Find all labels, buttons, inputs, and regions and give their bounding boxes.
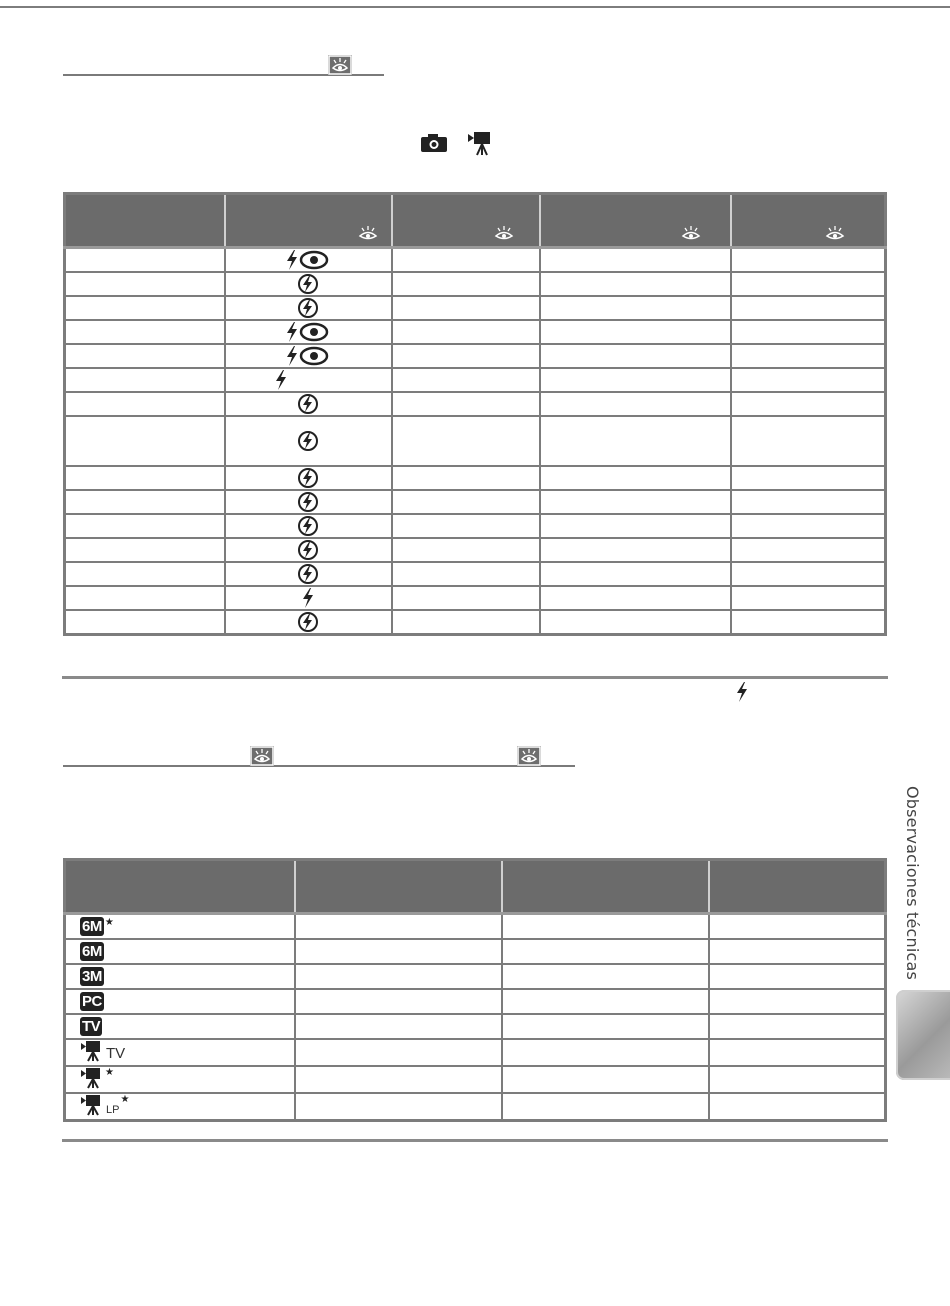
table-row xyxy=(65,1066,886,1093)
table-cell xyxy=(225,466,392,490)
header-cell xyxy=(295,860,502,914)
table-cell xyxy=(709,939,886,964)
table-cell xyxy=(540,416,731,466)
movie-mode-icon xyxy=(80,1094,129,1116)
table-cell xyxy=(731,490,886,514)
table-cell xyxy=(392,272,541,296)
table-cell xyxy=(502,1039,709,1066)
table-cell xyxy=(709,914,886,939)
chapter-tab[interactable] xyxy=(896,990,950,1080)
table-cell xyxy=(65,610,226,635)
header-cell xyxy=(709,860,886,914)
table-row xyxy=(65,296,886,320)
table-cell xyxy=(225,368,392,392)
table-cell xyxy=(392,490,541,514)
table-row xyxy=(65,514,886,538)
table-cell xyxy=(540,610,731,635)
flash-red-eye-icon xyxy=(226,249,391,271)
table-cell xyxy=(65,939,296,964)
table-row xyxy=(65,610,886,635)
table-cell xyxy=(392,368,541,392)
image-mode-badge: TV xyxy=(82,1017,101,1035)
flash-off-icon xyxy=(226,467,391,489)
table-cell xyxy=(731,586,886,610)
movie-icon xyxy=(466,130,492,156)
table-cell xyxy=(709,964,886,989)
table-cell xyxy=(392,538,541,562)
table-cell xyxy=(731,514,886,538)
table-row xyxy=(65,466,886,490)
table-row xyxy=(65,1014,886,1039)
flash-table-header xyxy=(65,194,886,248)
table-cell xyxy=(709,1039,886,1066)
image-mode-icon xyxy=(80,917,114,936)
table-cell xyxy=(65,989,296,1014)
table-row xyxy=(65,989,886,1014)
table-cell xyxy=(731,416,886,466)
flash-red-eye-icon xyxy=(226,321,391,343)
table-cell xyxy=(502,914,709,939)
eye-reference-icon xyxy=(328,55,352,75)
movie-mode-icon xyxy=(80,1067,114,1089)
table-row xyxy=(65,272,886,296)
table-cell xyxy=(540,344,731,368)
table-cell xyxy=(540,466,731,490)
flash-auto-icon xyxy=(735,681,749,703)
image-mode-icon xyxy=(80,1017,102,1036)
table-cell xyxy=(392,344,541,368)
table-row xyxy=(65,538,886,562)
table-cell xyxy=(65,538,226,562)
table-cell xyxy=(731,610,886,635)
table-cell xyxy=(225,272,392,296)
image-mode-icon xyxy=(80,967,104,986)
table-row xyxy=(65,368,886,392)
table-cell xyxy=(502,939,709,964)
movie-mode-suffix: TV xyxy=(106,1044,126,1062)
flash-off-icon xyxy=(226,611,391,633)
table-cell xyxy=(225,490,392,514)
table-cell xyxy=(225,538,392,562)
table-cell xyxy=(540,272,731,296)
table-cell xyxy=(392,562,541,586)
table-cell xyxy=(392,392,541,416)
table-row xyxy=(65,964,886,989)
flash-off-icon xyxy=(226,539,391,561)
table-row xyxy=(65,586,886,610)
table-cell xyxy=(225,586,392,610)
flash-off-icon xyxy=(226,430,391,452)
table-row xyxy=(65,392,886,416)
header-cell xyxy=(65,860,296,914)
table-cell xyxy=(225,610,392,635)
image-mode-badge: PC xyxy=(82,992,102,1010)
table-row xyxy=(65,1093,886,1121)
image-mode-badge: 3M xyxy=(82,967,102,985)
table-cell xyxy=(65,344,226,368)
image-table-header xyxy=(65,860,886,914)
table-cell xyxy=(540,296,731,320)
table-cell xyxy=(295,1014,502,1039)
table-cell xyxy=(540,538,731,562)
table-cell xyxy=(295,1093,502,1121)
header-cell xyxy=(731,194,886,248)
flash-auto-icon xyxy=(226,587,391,609)
table-cell xyxy=(731,466,886,490)
table-cell xyxy=(502,1066,709,1093)
image-mode-icon xyxy=(80,992,104,1011)
flash-off-icon xyxy=(226,515,391,537)
movie-mode-icon xyxy=(80,1040,125,1062)
image-mode-icon xyxy=(80,942,104,961)
table-cell xyxy=(392,416,541,466)
star-marker: ★ xyxy=(120,1093,130,1105)
image-mode-table xyxy=(63,858,887,1122)
flash-off-icon xyxy=(226,297,391,319)
table-cell xyxy=(65,248,226,273)
camera-icon xyxy=(420,133,448,153)
table-bottom-rule xyxy=(62,1139,888,1142)
table-cell xyxy=(731,368,886,392)
top-rule xyxy=(0,6,950,8)
table-row xyxy=(65,416,886,466)
table-cell xyxy=(225,320,392,344)
chapter-side-label: Observaciones técnicas xyxy=(903,786,922,981)
table-cell xyxy=(502,989,709,1014)
table-cell xyxy=(295,964,502,989)
table-cell xyxy=(392,466,541,490)
table-cell xyxy=(225,344,392,368)
table-cell xyxy=(709,1066,886,1093)
table-cell xyxy=(540,368,731,392)
flash-off-icon xyxy=(226,491,391,513)
table-cell xyxy=(731,562,886,586)
header-cell xyxy=(540,194,731,248)
table-cell xyxy=(65,914,296,939)
table-cell xyxy=(392,514,541,538)
flash-mode-table xyxy=(63,192,887,636)
image-mode-badge: 6M xyxy=(82,942,102,960)
table-cell xyxy=(295,1066,502,1093)
header-cell xyxy=(225,194,392,248)
table-cell xyxy=(65,490,226,514)
table-row xyxy=(65,490,886,514)
table-cell xyxy=(65,1039,296,1066)
table-cell xyxy=(392,586,541,610)
flash-red-eye-icon xyxy=(226,345,391,367)
table-cell xyxy=(65,368,226,392)
flash-auto-icon xyxy=(226,369,391,391)
table-cell xyxy=(502,1093,709,1121)
table-cell xyxy=(65,466,226,490)
table-cell xyxy=(65,416,226,466)
table-cell xyxy=(709,989,886,1014)
table-cell xyxy=(225,416,392,466)
table-cell xyxy=(65,562,226,586)
table-row xyxy=(65,344,886,368)
table-cell xyxy=(540,392,731,416)
table-row xyxy=(65,1039,886,1066)
table-cell xyxy=(65,964,296,989)
eye-reference-icon xyxy=(824,224,846,242)
table-row xyxy=(65,320,886,344)
movie-mode-suffix: LP xyxy=(106,1103,120,1116)
table-cell xyxy=(295,939,502,964)
table-cell xyxy=(225,248,392,273)
header-cell xyxy=(502,860,709,914)
table-cell xyxy=(392,320,541,344)
table-cell xyxy=(709,1093,886,1121)
table-cell xyxy=(225,514,392,538)
table-cell xyxy=(225,562,392,586)
table-cell xyxy=(392,248,541,273)
table-cell xyxy=(540,320,731,344)
table-cell xyxy=(540,248,731,273)
table-cell xyxy=(502,1014,709,1039)
table-cell xyxy=(540,514,731,538)
table-cell xyxy=(540,490,731,514)
star-marker: ★ xyxy=(105,1066,114,1078)
table-cell xyxy=(731,392,886,416)
table-row xyxy=(65,914,886,939)
table-cell xyxy=(65,392,226,416)
table-cell xyxy=(65,1066,296,1093)
table-cell xyxy=(65,586,226,610)
header-cell xyxy=(392,194,541,248)
table-cell xyxy=(731,344,886,368)
eye-reference-icon xyxy=(357,224,379,242)
table-cell xyxy=(65,296,226,320)
table-cell xyxy=(540,586,731,610)
eye-reference-icon xyxy=(517,746,541,766)
image-mode-badge: 6M xyxy=(82,917,102,935)
table-cell xyxy=(540,562,731,586)
table-cell xyxy=(65,1014,296,1039)
table-cell xyxy=(225,296,392,320)
table-cell xyxy=(502,964,709,989)
table-cell xyxy=(65,320,226,344)
table-row xyxy=(65,248,886,273)
table-cell xyxy=(392,610,541,635)
table-cell xyxy=(65,1093,296,1121)
table-row xyxy=(65,562,886,586)
table-cell xyxy=(295,989,502,1014)
table-cell xyxy=(225,392,392,416)
table-cell xyxy=(731,272,886,296)
flash-off-icon xyxy=(226,273,391,295)
table-cell xyxy=(731,538,886,562)
eye-reference-icon xyxy=(250,746,274,766)
table-cell xyxy=(65,514,226,538)
table-cell xyxy=(731,248,886,273)
table-bottom-rule xyxy=(62,676,888,679)
header-cell xyxy=(65,194,226,248)
section-heading-rule xyxy=(63,765,575,767)
table-cell xyxy=(65,272,226,296)
table-cell xyxy=(295,1039,502,1066)
flash-off-icon xyxy=(226,393,391,415)
table-cell xyxy=(731,320,886,344)
eye-reference-icon xyxy=(680,224,702,242)
table-cell xyxy=(392,296,541,320)
star-marker: ★ xyxy=(104,916,114,928)
table-cell xyxy=(709,1014,886,1039)
table-cell xyxy=(295,914,502,939)
table-cell xyxy=(731,296,886,320)
eye-reference-icon xyxy=(493,224,515,242)
flash-off-icon xyxy=(226,563,391,585)
table-row xyxy=(65,939,886,964)
